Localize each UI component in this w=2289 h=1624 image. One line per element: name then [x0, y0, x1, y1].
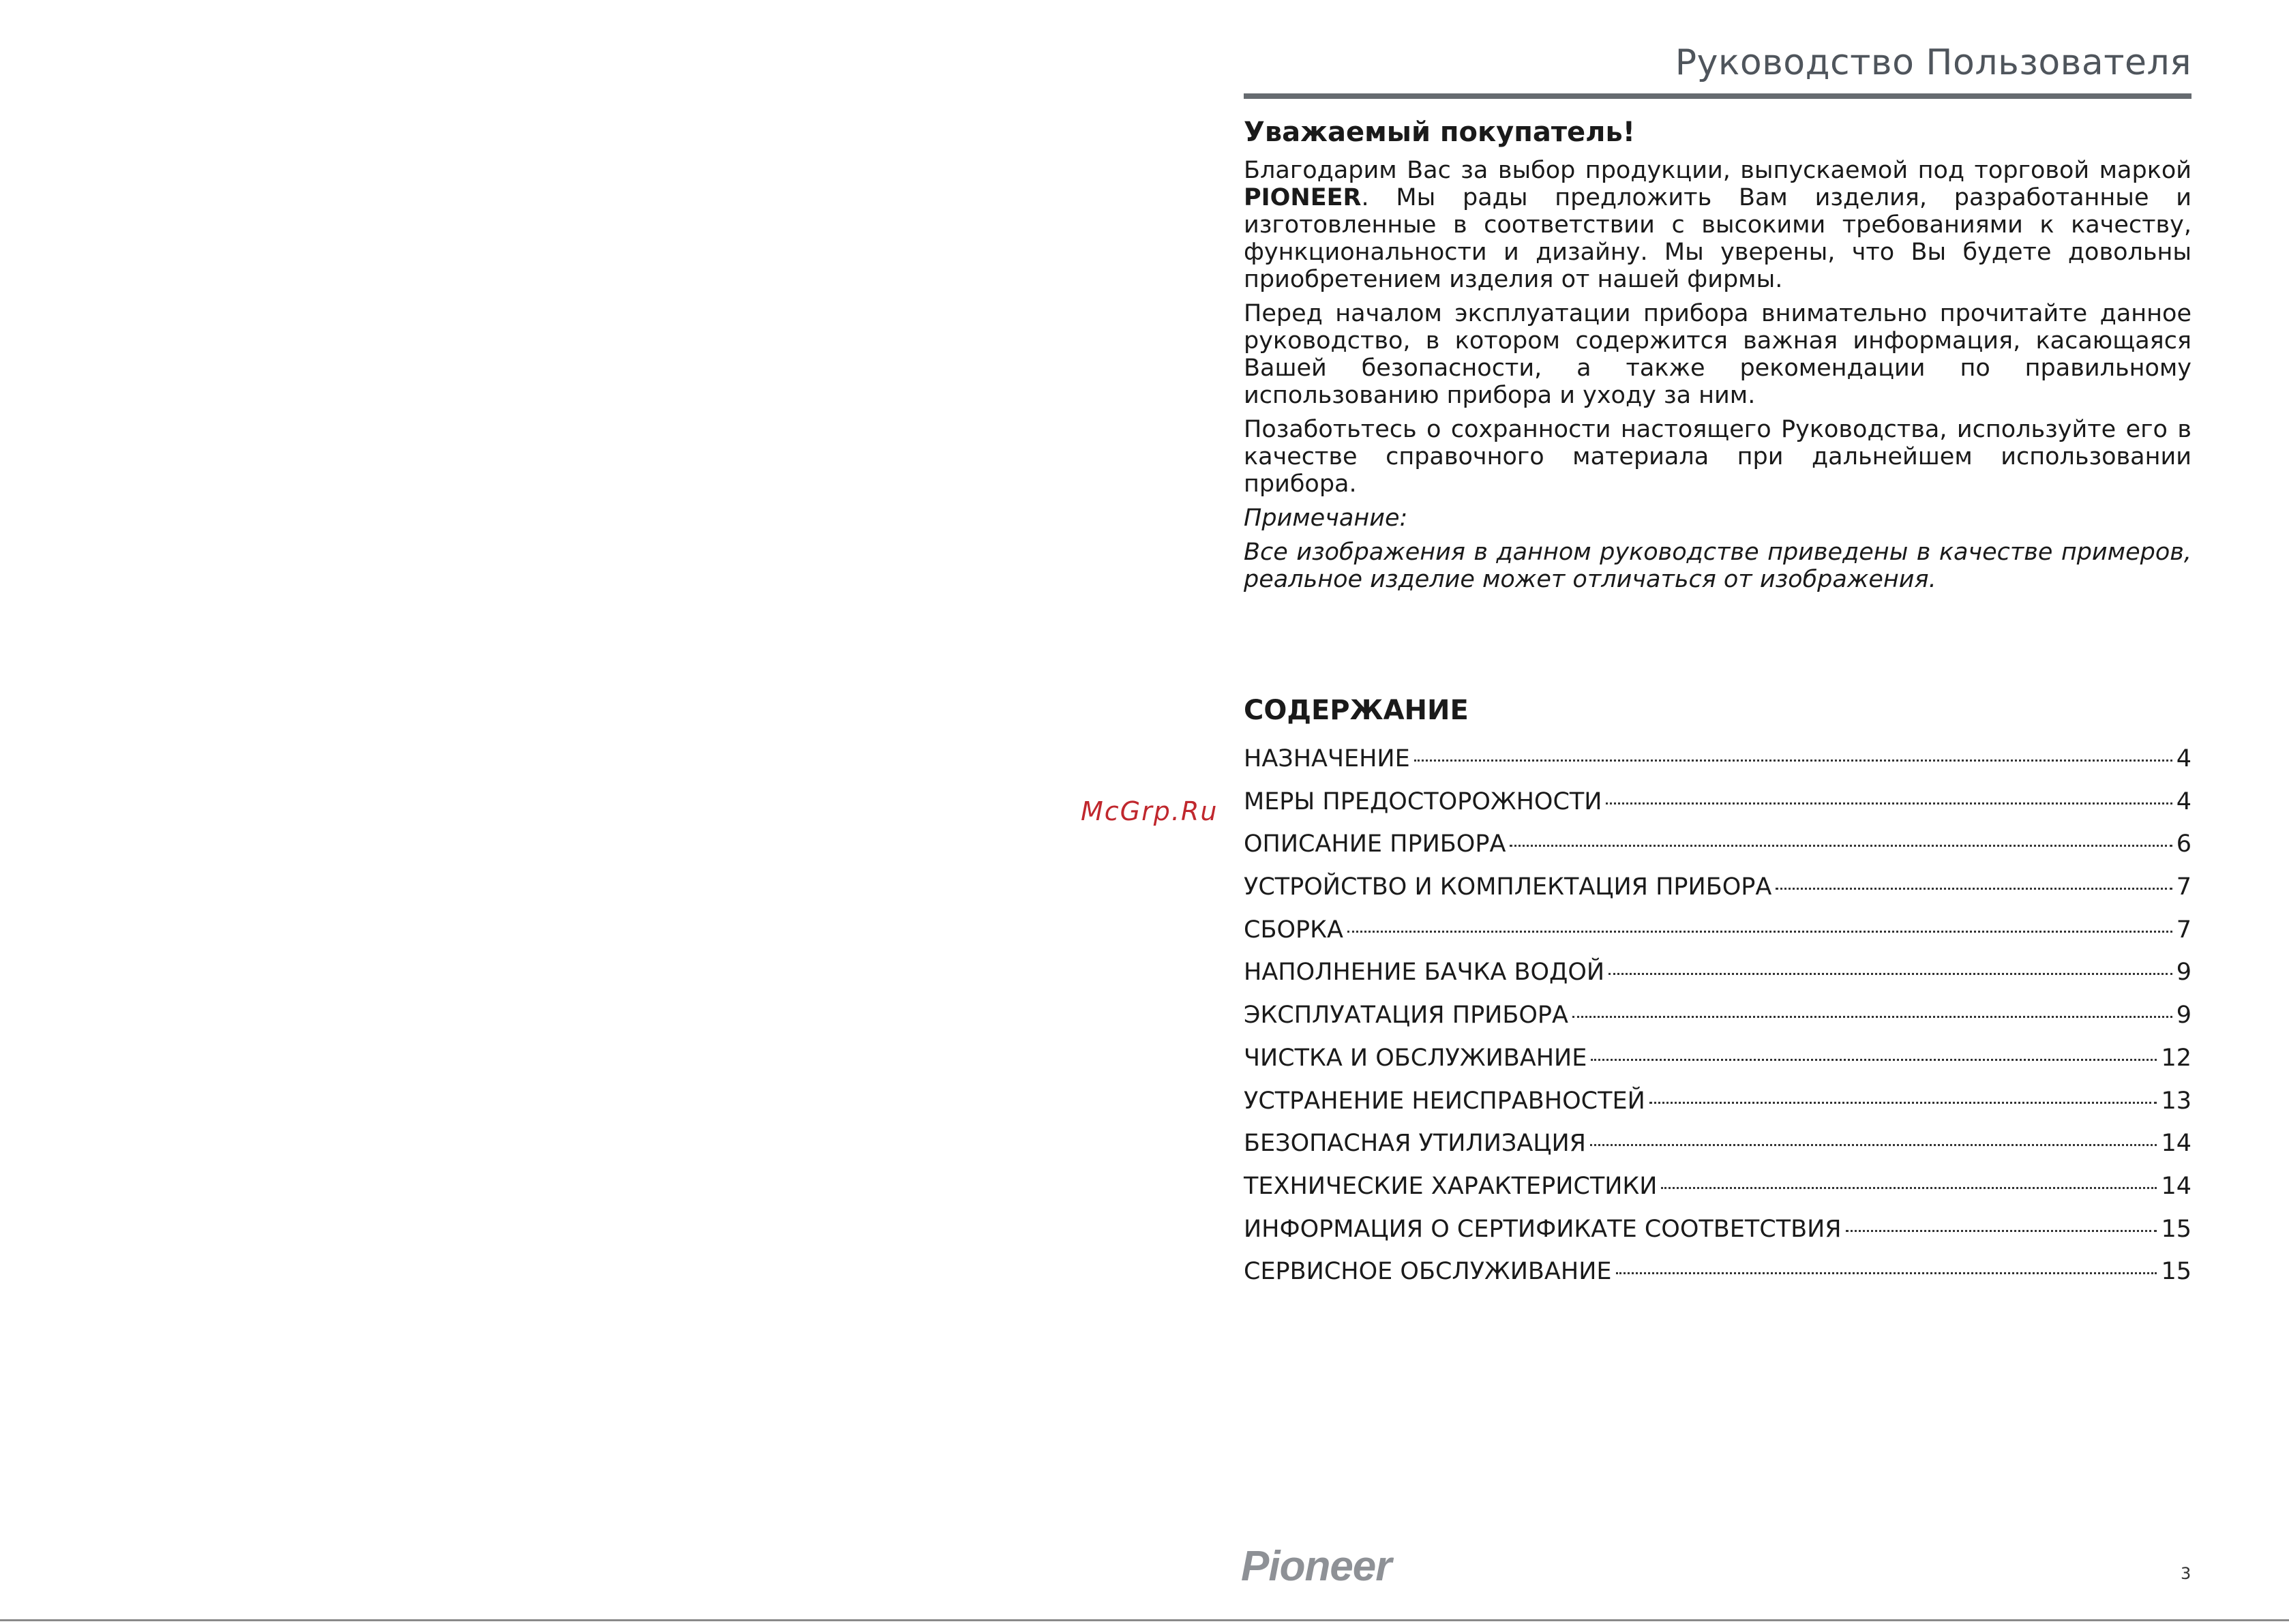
- toc-item-title: НАЗНАЧЕНИЕ: [1244, 745, 1410, 772]
- toc-item[interactable]: [1244, 1037, 2191, 1080]
- toc-item-page: 14: [2161, 1172, 2191, 1200]
- toc-item-title: ОПИСАНИЕ ПРИБОРА: [1244, 830, 1506, 858]
- toc-item[interactable]: [1244, 823, 2191, 866]
- toc-item-page: 6: [2176, 830, 2191, 858]
- toc-leader-dots: [1510, 845, 2172, 847]
- toc-leader-dots: [1591, 1059, 2157, 1061]
- intro-p1-after: . Мы рады предложить Вам изделия, разработанные и изготовленные в соответствии с высокими требованиями к качеству, функциональности и дизайну. Мы уверены, что Вы будете довольны приобретением изделия от нашей фирмы.: [1244, 184, 2191, 293]
- toc-leader-dots: [1606, 802, 2172, 805]
- toc-item[interactable]: [1244, 1122, 2191, 1165]
- note-text: Все изображения в данном руководстве приведены в качестве примеров, реальное изделие может отличаться от изображения.: [1244, 539, 2191, 593]
- intro-section: [1244, 115, 2191, 600]
- intro-paragraph-2: Перед началом эксплуатации прибора внимательно прочитайте данное руководство, в котором содержится важная информация, касающаяся Вашей безопасности, а также рекомендации по правильному использованию прибора и уходу за ним.: [1244, 300, 2191, 409]
- toc-item-page: 15: [2161, 1215, 2191, 1243]
- toc-item-title: СБОРКА: [1244, 916, 1343, 944]
- header-divider: [1244, 93, 2191, 99]
- toc-heading: СОДЕРЖАНИЕ: [1244, 695, 1469, 726]
- toc-item-title: ТЕХНИЧЕСКИЕ ХАРАКТЕРИСТИКИ: [1244, 1172, 1658, 1200]
- toc-item-page: 14: [2161, 1130, 2191, 1158]
- toc-leader-dots: [1846, 1230, 2157, 1232]
- toc-item-page: 7: [2176, 916, 2191, 944]
- pioneer-logo: Pioneer: [1241, 1543, 1392, 1590]
- bottom-divider: [0, 1619, 2289, 1621]
- toc-item[interactable]: [1244, 1165, 2191, 1208]
- toc-leader-dots: [1661, 1187, 2157, 1189]
- note-label: Примечание:: [1244, 505, 1408, 532]
- toc-item[interactable]: [1244, 1208, 2191, 1251]
- toc-item[interactable]: [1244, 738, 2191, 781]
- toc-item-page: 9: [2176, 959, 2191, 987]
- toc-leader-dots: [1609, 973, 2172, 975]
- toc-item[interactable]: [1244, 1080, 2191, 1123]
- toc-item-title: УСТРОЙСТВО И КОМПЛЕКТАЦИЯ ПРИБОРА: [1244, 873, 1772, 901]
- toc-item-page: 13: [2161, 1087, 2191, 1115]
- toc-item[interactable]: [1244, 1250, 2191, 1293]
- toc-item-title: МЕРЫ ПРЕДОСТОРОЖНОСТИ: [1244, 787, 1602, 815]
- toc-item-title: ИНФОРМАЦИЯ О СЕРТИФИКАТЕ СООТВЕТСТВИЯ: [1244, 1215, 1842, 1243]
- toc-leader-dots: [1649, 1102, 2157, 1104]
- toc-leader-dots: [1414, 760, 2172, 762]
- toc-item-title: ЧИСТКА И ОБСЛУЖИВАНИЕ: [1244, 1044, 1587, 1072]
- toc-item-title: УСТРАНЕНИЕ НЕИСПРАВНОСТЕЙ: [1244, 1087, 1645, 1115]
- brand-name: PIONEER: [1244, 184, 1362, 211]
- toc-leader-dots: [1572, 1016, 2172, 1018]
- page-header-title: Руководство Пользователя: [1675, 42, 2191, 83]
- intro-paragraph-1: [1244, 157, 2191, 293]
- toc-item[interactable]: [1244, 994, 2191, 1037]
- toc-leader-dots: [1776, 888, 2172, 890]
- toc-item-title: БЕЗОПАСНАЯ УТИЛИЗАЦИЯ: [1244, 1130, 1586, 1158]
- toc-item[interactable]: [1244, 909, 2191, 952]
- toc-leader-dots: [1616, 1272, 2157, 1274]
- toc-item[interactable]: [1244, 781, 2191, 824]
- toc-item-title: ЭКСПЛУАТАЦИЯ ПРИБОРА: [1244, 1002, 1568, 1029]
- table-of-contents: [1244, 690, 2191, 1293]
- watermark-link[interactable]: McGrp.Ru: [1081, 796, 1218, 826]
- toc-item[interactable]: [1244, 951, 2191, 994]
- toc-item-page: 4: [2176, 787, 2191, 815]
- toc-item-page: 12: [2161, 1044, 2191, 1072]
- toc-item-title: НАПОЛНЕНИЕ БАЧКА ВОДОЙ: [1244, 959, 1605, 987]
- intro-paragraph-3: Позаботьтесь о сохранности настоящего Руководства, используйте его в качестве справочного материала при дальнейшем использовании прибора.: [1244, 416, 2191, 498]
- toc-item-page: 9: [2176, 1002, 2191, 1029]
- toc-leader-dots: [1590, 1144, 2157, 1146]
- intro-heading: Уважаемый покупатель!: [1244, 117, 1636, 148]
- intro-p1-before: Благодарим Вас за выбор продукции, выпускаемой под торговой маркой: [1244, 157, 2191, 184]
- right-page: [1244, 0, 2191, 1624]
- toc-list: [1244, 738, 2191, 1293]
- toc-item-page: 15: [2161, 1258, 2191, 1286]
- toc-item-page: 7: [2176, 873, 2191, 901]
- toc-item[interactable]: [1244, 866, 2191, 909]
- page-number: 3: [2181, 1564, 2191, 1583]
- toc-item-title: СЕРВИСНОЕ ОБСЛУЖИВАНИЕ: [1244, 1258, 1612, 1286]
- toc-leader-dots: [1347, 931, 2172, 933]
- toc-item-page: 4: [2176, 745, 2191, 772]
